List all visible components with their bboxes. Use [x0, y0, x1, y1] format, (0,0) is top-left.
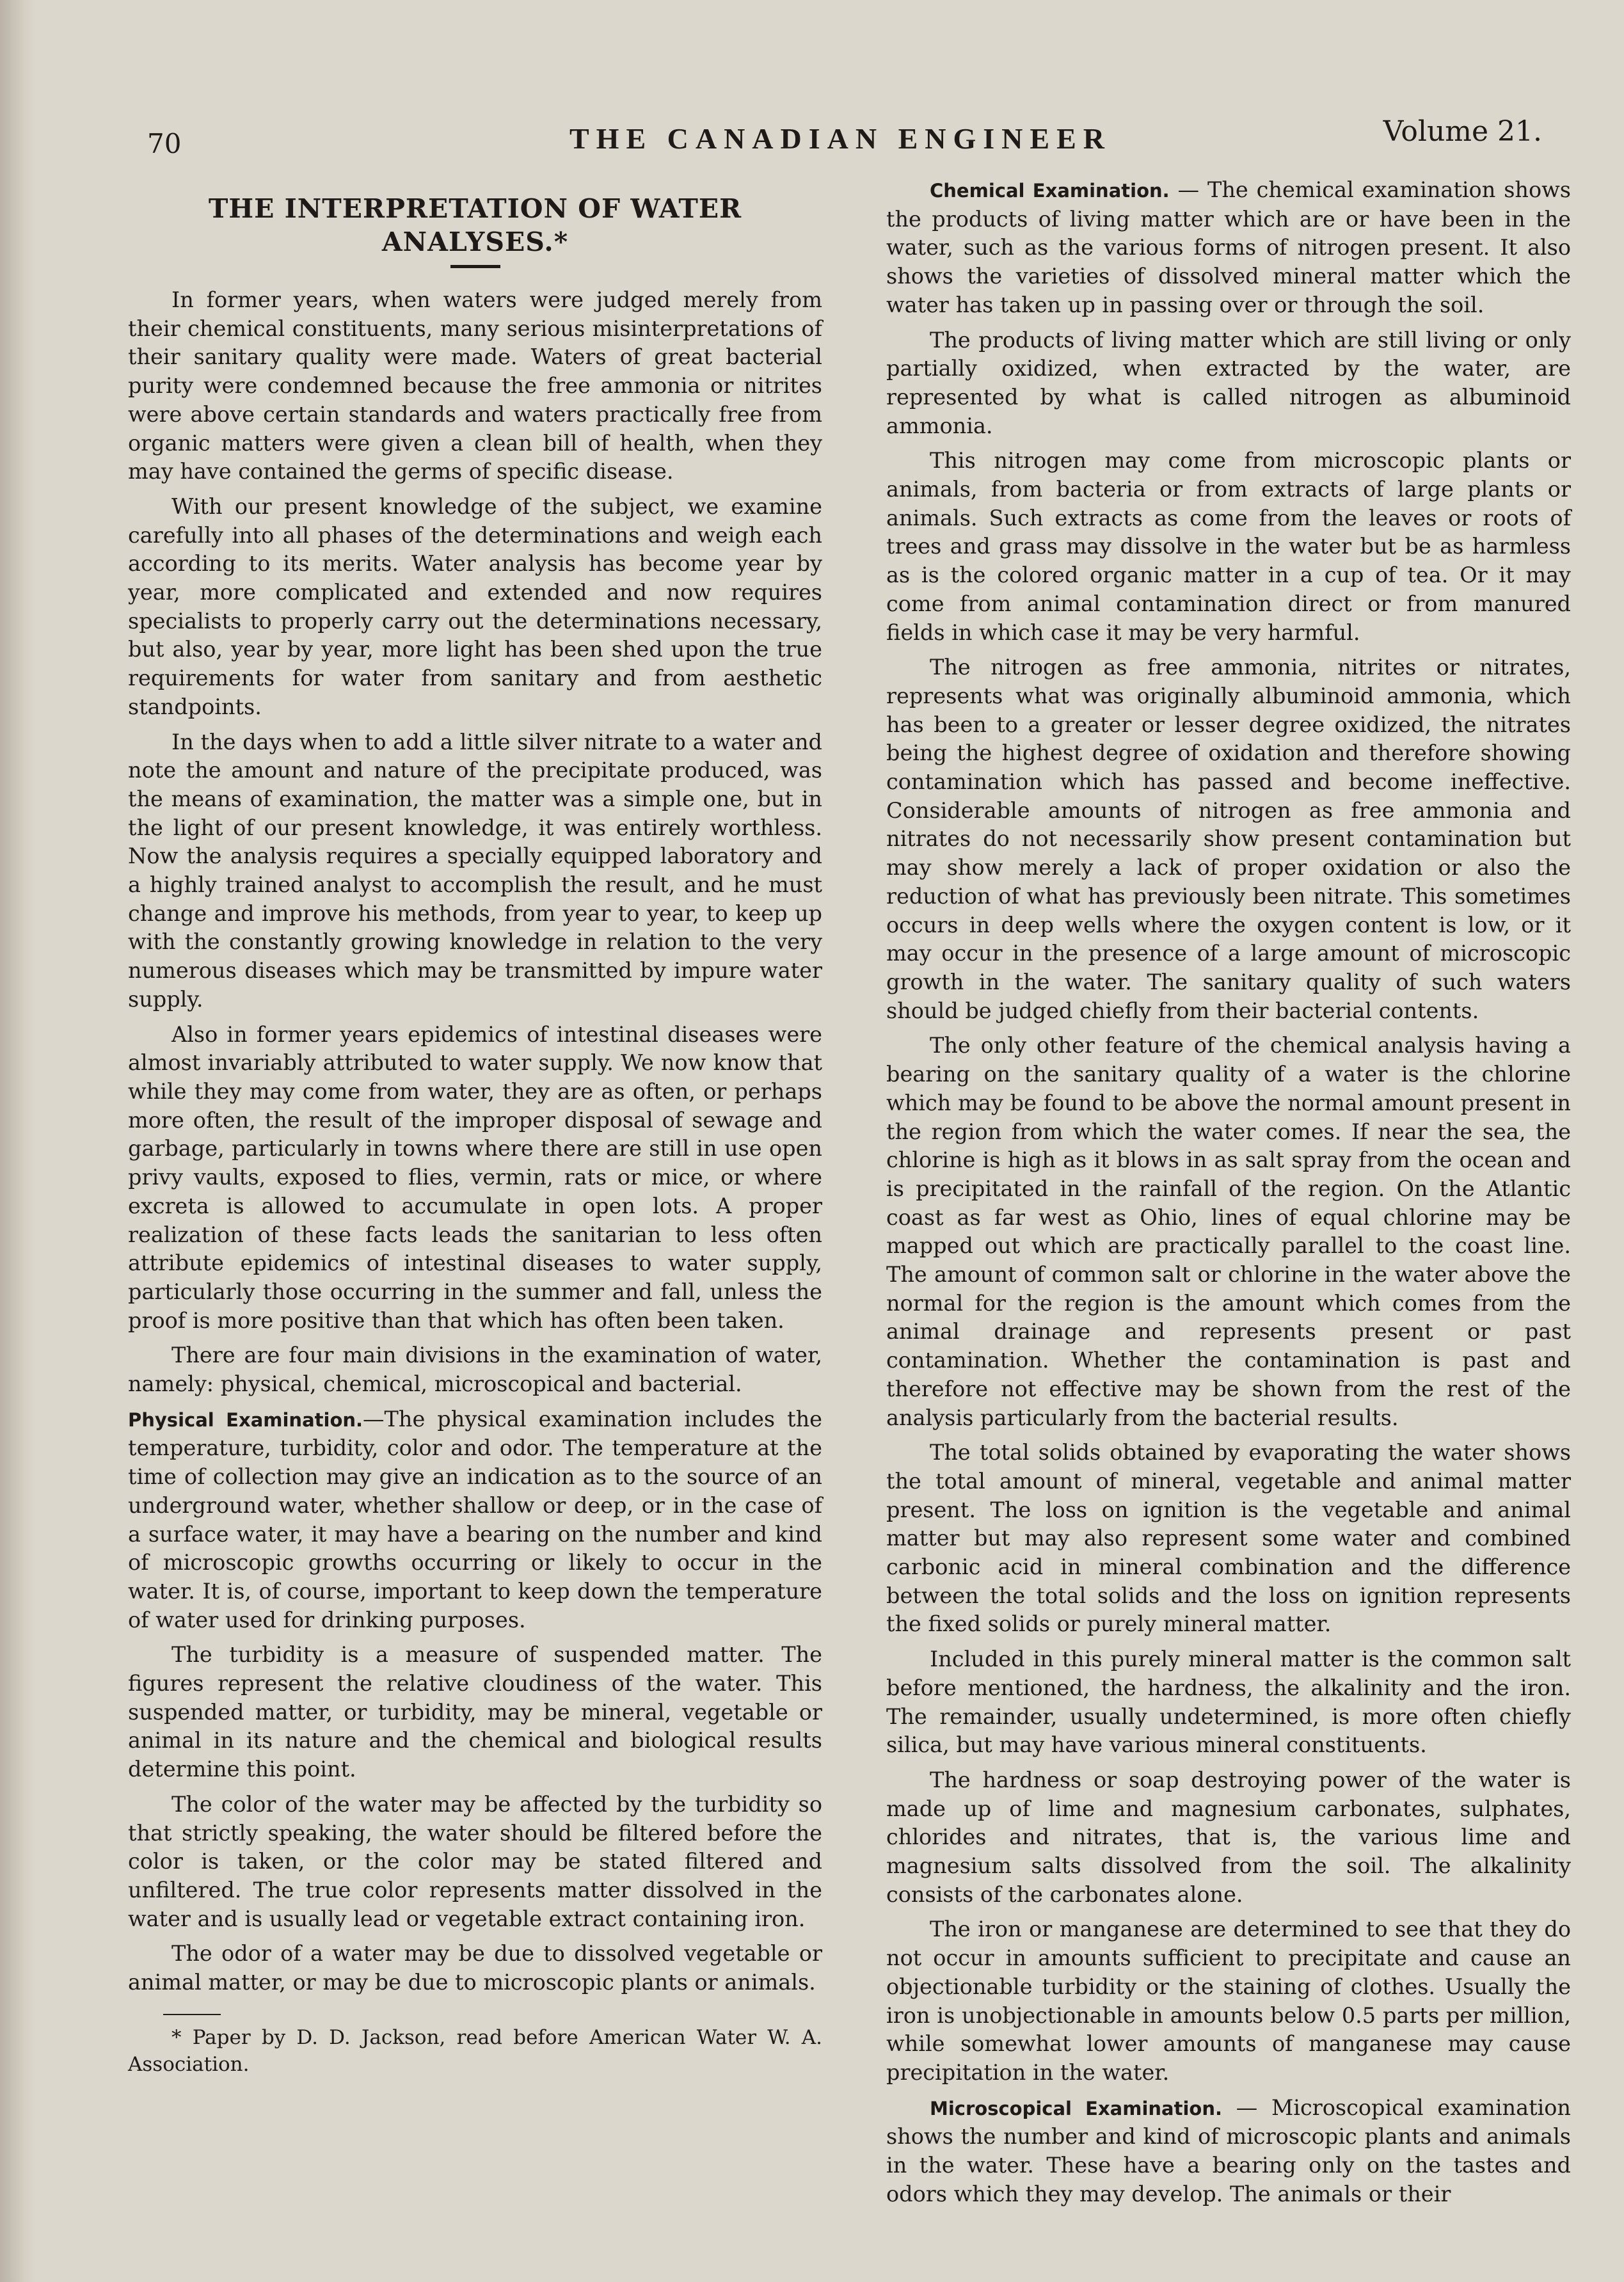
chemical-section: [886, 176, 1571, 320]
paragraph: The products of living matter which are still living or only partially oxidized, when extracted by the water, are represented by what is called nitrogen as albuminoid ammonia.: [886, 327, 1571, 438]
paragraph: The turbidity is a measure of suspended matter. The figures represent the relative cloudiness of the water. This suspended matter, or turbidity, may be mineral, vegetable or animal in its nature and the chemical and biological results determine this point.: [128, 1642, 822, 1782]
microscopical-text: — Microscopical examination shows the number and kind of microscopic plants and animals in the water. These have a bearing only on the tastes and odors which they may develop. The animals or their: [886, 2094, 1572, 2206]
paragraph: This nitrogen may come from microscopic plants or animals, from bacteria or from extracts of large plants or animals. Such extracts as come from the leaves or roots of trees and grass may dissolve in the water but be as harmless as is the colored organic matter in a cup of tea. Or it may come from animal contamination direct or from manured fields in which case it may be very harmful.: [886, 448, 1571, 645]
microscopical-heading: Microscopical Examination.: [930, 2097, 1223, 2119]
chemical-heading: Chemical Examination.: [930, 180, 1170, 202]
paragraph: With our present knowledge of the subject, we examine carefully into all phases of the determinations and weigh each according to its merits. Water analysis has become year by year, more complicated and extended and now requires specialists to properly carry out the determinations necessary, but also, year by year, more light has been shed upon the true requirements for water from sanitary and from aesthetic standpoints.: [128, 493, 822, 719]
title-rule: [450, 265, 500, 268]
page-number: 70: [147, 128, 182, 159]
journal-title: THE CANADIAN ENGINEER: [569, 122, 1111, 155]
left-column: [128, 173, 822, 2084]
paragraph: In the days when to add a little silver nitrate to a water and note the amount and nature of the precipitate produced, was the means of examination, the matter was a simple one, but in the light of our present knowledge, it was entirely worthless. Now the analysis requires a specially equipped laboratory and a highly trained analyst to accomplish the result, and he must change and improve his methods, from year to year, to keep up with the constantly growing knowledge in relation to the very numerous diseases which may be transmitted by impure water supply.: [128, 729, 822, 1012]
right-column: [886, 176, 1571, 2215]
paragraph: There are four main divisions in the examination of water, namely: physical, chemical, microscopical and bacterial.: [128, 1343, 822, 1397]
page-header: [147, 109, 1542, 160]
article-title: THE INTERPRETATION OF WATER ANALYSES.*: [208, 193, 742, 257]
chemical-text: — The chemical examination shows the products of living matter which are or have been in the water, such as the various forms of nitrogen present. It also shows the varieties of dissolved mineral matter which the water has taken up in passing over or through the soil.: [886, 177, 1571, 317]
paragraph: The color of the water may be affected by the turbidity so that strictly speaking, the water should be filtered before the color is taken, or the color may be stated filtered and unfiltered. The true color represents matter dissolved in the water and is usually lead or vegetable extract containing iron.: [128, 1791, 822, 1931]
physical-heading: Physical Examination.: [128, 1408, 363, 1431]
page-binding-edge: [0, 0, 37, 2282]
footnote: * Paper by D. D. Jackson, read before American Water W. A. Association.: [128, 2025, 822, 2076]
paragraph: The only other feature of the chemical analysis having a bearing on the sanitary quality of a water is the chlorine which may be found to be above the normal amount present in the region from which the water comes. If near the sea, the chlorine is high as it blows in as salt spray from the ocean and is precipitated in the rainfall of the region. On the Atlantic coast as far west as Ohio, lines of equal chlorine may be mapped out which are practically parallel to the coast line. The amount of common salt or chlorine in the water above the normal for the region is the amount which comes from the animal drainage and represents present or past contamination. Whether the contamination is past and therefore not effective may be shown from the rest of the analysis particularly from the bacterial results.: [886, 1033, 1571, 1430]
paragraph: The hardness or soap destroying power of the water is made up of lime and magnesium carbonates, sulphates, chlorides and nitrates, that is, the various lime and magnesium salts dissolved from the soil. The alkalinity consists of the carbonates alone.: [886, 1767, 1571, 1907]
volume-label: Volume 21.: [1383, 115, 1542, 148]
paragraph: Included in this purely mineral matter is the common salt before mentioned, the hardness, the alkalinity and the iron. The remainder, usually undetermined, is more often chiefly silica, but may have various mineral constituents.: [886, 1647, 1571, 1758]
paragraph: Also in former years epidemics of intestinal diseases were almost invariably attributed to water supply. We now know that while they may come from water, they are as often, or perhaps more often, the result of the improper disposal of sewage and garbage, particularly in towns where there are still in use open privy vaults, exposed to flies, vermin, rats or mice, or where excreta is allowed to accumulate in open lots. A proper realization of these facts leads the sanitarian to less often attribute epidemics of intestinal diseases to water supply, particularly those occurring in the summer and fall, unless the proof is more positive than that which has often been taken.: [128, 1021, 822, 1333]
microscopical-section: [886, 2094, 1571, 2209]
physical-text: —The physical examination includes the temperature, turbidity, color and odor. The temperature at the time of collection may give an indication as to the source of an underground water, whether shallow or deep, or in the case of a surface water, it may have a bearing on the number and kind of microscopic growths occurring or likely to occur in the water. It is, of course, important to keep down the temperature of water used for drinking purposes.: [128, 1406, 822, 1632]
paragraph: The nitrogen as free ammonia, nitrites or nitrates, represents what was originally albuminoid ammonia, which has been to a greater or lesser degree oxidized, the nitrates being the highest degree of oxidation and therefore showing contamination which has passed and become ineffective. Considerable amounts of nitrogen as free ammonia and nitrates do not necessarily show present contamination but may show merely a lack of proper oxidation or also the reduction of what has previously been nitrate. This sometimes occurs in deep wells where the oxygen content is low, or it may occur in the presence of a large amount of microscopic growth in the water. The sanitary quality of such waters should be judged chiefly from their bacterial contents.: [886, 655, 1571, 1023]
paragraph: The odor of a water may be due to dissolved vegetable or animal matter, or may be due to microscopic plants or animals.: [128, 1941, 822, 1995]
physical-section: [128, 1405, 822, 1635]
paragraph: The iron or manganese are determined to see that they do not occur in amounts sufficient to precipitate and cause an objectionable turbidity or the staining of clothes. Usually the iron is unobjectionable in amounts below 0.5 parts per million, while somewhat lower amounts of manganese may cause precipitation in the water.: [886, 1917, 1571, 2085]
paragraph: The total solids obtained by evaporating the water shows the total amount of mineral, vegetable and animal matter present. The loss on ignition is the vegetable and animal matter but may also represent some water and combined carbonic acid in mineral combination and the difference between the total solids and the loss on ignition represents the fixed solids or purely mineral matter.: [886, 1440, 1571, 1637]
paragraph: In former years, when waters were judged merely from their chemical constituents, many serious misinterpretations of their sanitary quality were made. Waters of great bacterial purity were condemned because the free ammonia or nitrites were above certain standards and waters practically free from organic matters were given a clean bill of health, when they may have contained the germs of specific disease.: [128, 287, 822, 484]
footnote-rule: [163, 2014, 221, 2015]
